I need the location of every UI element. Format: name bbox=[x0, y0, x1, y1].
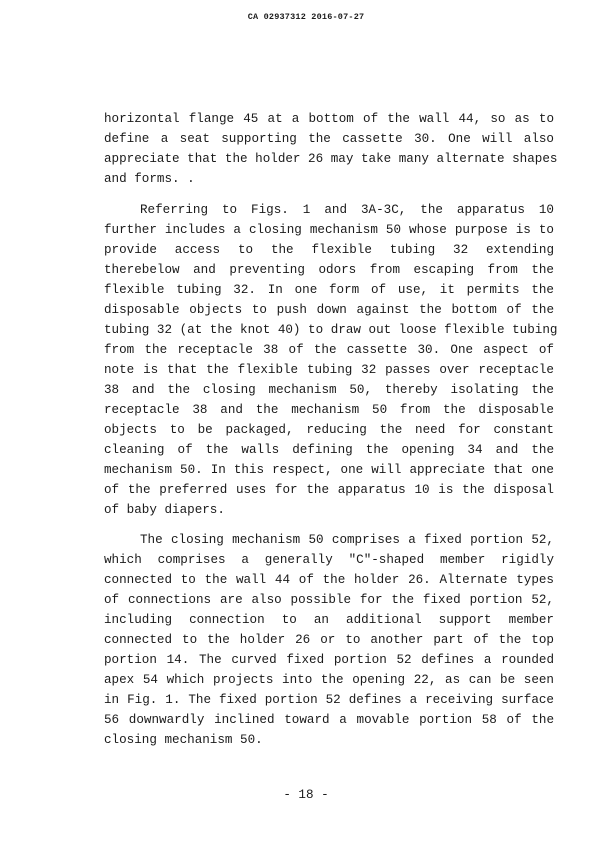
document-header: CA 02937312 2016-07-27 bbox=[247, 12, 365, 22]
text-line: 56 downwardly inclined toward a movable portion 58 of the bbox=[104, 713, 554, 727]
text-line: in Fig. 1. The fixed portion 52 defines a receiving surface bbox=[104, 693, 554, 707]
text-line: objects to be packaged, reducing the need for constant bbox=[104, 423, 554, 437]
text-line: cleaning of the walls defining the opening 34 and the bbox=[104, 443, 554, 457]
paragraph-1 bbox=[104, 109, 558, 189]
paragraph-2 bbox=[104, 200, 558, 520]
text-line: further includes a closing mechanism 50 whose purpose is to bbox=[104, 223, 554, 237]
text-line: portion 14. The curved fixed portion 52 defines a rounded bbox=[104, 653, 554, 667]
text-line: disposable objects to push down against the bottom of the bbox=[104, 303, 554, 317]
text-line: which comprises a generally "C"-shaped member rigidly bbox=[104, 553, 554, 567]
text-line: The closing mechanism 50 comprises a fixed portion 52, bbox=[140, 533, 554, 547]
text-line: receptacle 38 and the mechanism 50 from the disposable bbox=[104, 403, 554, 417]
text-line: Referring to Figs. 1 and 3A-3C, the apparatus 10 bbox=[140, 203, 554, 217]
text-line: closing mechanism 50. bbox=[104, 733, 263, 747]
text-line: of baby diapers. bbox=[104, 503, 225, 517]
text-line: including connection to an additional support member bbox=[104, 613, 554, 627]
paragraph-3 bbox=[104, 530, 554, 750]
text-line: appreciate that the holder 26 may take many alternate shapes bbox=[104, 152, 558, 166]
text-line: of connections are also possible for the fixed portion 52, bbox=[104, 593, 554, 607]
text-line: tubing 32 (at the knot 40) to draw out loose flexible tubing bbox=[104, 323, 558, 337]
text-line: mechanism 50. In this respect, one will appreciate that one bbox=[104, 463, 554, 477]
text-line: connected to the wall 44 of the holder 26. Alternate types bbox=[104, 573, 554, 587]
text-line: flexible tubing 32. In one form of use, it permits the bbox=[104, 283, 554, 297]
text-line: horizontal flange 45 at a bottom of the wall 44, so as to bbox=[104, 112, 554, 126]
text-line: connected to the holder 26 or to another part of the top bbox=[104, 633, 554, 647]
text-line: apex 54 which projects into the opening 22, as can be seen bbox=[104, 673, 554, 687]
text-line: provide access to the flexible tubing 32 extending bbox=[104, 243, 554, 257]
text-line: therebelow and preventing odors from escaping from the bbox=[104, 263, 554, 277]
text-line: 38 and the closing mechanism 50, thereby isolating the bbox=[104, 383, 554, 397]
text-line: note is that the flexible tubing 32 passes over receptacle bbox=[104, 363, 554, 377]
text-line: and forms. . bbox=[104, 172, 195, 186]
page-number: - 18 - bbox=[283, 788, 329, 802]
text-line: define a seat supporting the cassette 30. One will also bbox=[104, 132, 554, 146]
text-line: of the preferred uses for the apparatus 10 is the disposal bbox=[104, 483, 554, 497]
text-line: from the receptacle 38 of the cassette 30. One aspect of bbox=[104, 343, 554, 357]
